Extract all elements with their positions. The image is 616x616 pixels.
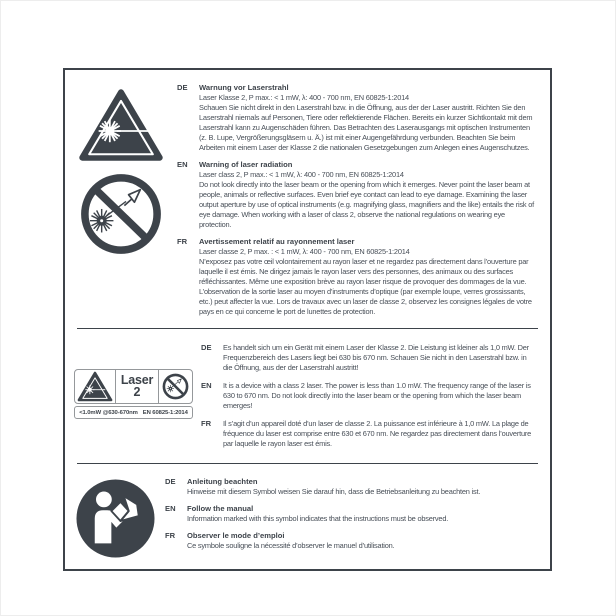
label-class-number: 2	[133, 385, 141, 399]
label-column	[65, 343, 201, 419]
laser-class-2-label	[74, 369, 193, 419]
label-class-text	[115, 370, 158, 403]
warning-block-de	[177, 83, 537, 153]
warning-block-fr	[177, 237, 537, 317]
device-block-de	[201, 343, 537, 373]
laser-warning-triangle-icon	[78, 87, 164, 163]
manual-block-de	[165, 477, 537, 497]
device-text-column	[201, 343, 537, 457]
block-heading: Anleitung beachten	[187, 477, 258, 486]
device-block-en	[201, 381, 537, 411]
block-body: Information marked with this symbol indicates that the instructions must be observed.	[187, 514, 449, 523]
read-manual-icon	[74, 477, 157, 560]
warning-block-en	[177, 160, 537, 230]
block-body: Do not look directly into the laser beam or the opening from which it emerges. Never point the laser beam at people, animals or reflective surfaces. Even brief eye contact can lead to eye damage. Examining the laser output aperture by use of optical instruments (e.g. magnifying glass, magnifiers and the like) entails the risk of eye damage. When working with a laser of class 2, observe the national regulations on wearing eye protection.	[199, 180, 535, 229]
label-word-laser: Laser	[120, 373, 154, 387]
lang-code: DE	[201, 343, 212, 352]
label-standard: EN 60825-1:2014	[142, 409, 188, 416]
block-heading: Warning of laser radiation	[199, 160, 293, 169]
lang-code: EN	[201, 381, 212, 390]
label-power-spec: <1.0mW @630-670nm	[79, 409, 138, 416]
block-body: Il s’agit d’un appareil doté d’un laser de classe 2. La puissance est inférieure à 1,0 mW. La plage de fréquence du laser est comprise entre 630 et 670 nm. Ne regardez pas directement dans l’ouverture par laquelle le rayon laser est émis.	[223, 419, 532, 448]
device-block-fr	[201, 419, 537, 449]
block-body: Es handelt sich um ein Gerät mit einem Laser der Klasse 2. Die Leistung ist kleiner als 1,0 mW. Der Frequenzbereich des Lasers liegt bei 630 bis 670 nm. Schauen Sie nicht in den Laserstrahl bzw. in die Öffnung, aus der der Laserstrahl austritt!	[223, 343, 529, 372]
warning-text-column	[177, 83, 537, 324]
lang-code: FR	[165, 531, 176, 540]
label-prohibition-icon	[158, 370, 192, 403]
manual-block-en	[165, 504, 537, 524]
block-heading: Follow the manual	[187, 504, 254, 513]
warning-icons-column	[65, 83, 177, 256]
no-staring-into-beam-icon	[79, 172, 163, 256]
lang-code: DE	[177, 83, 188, 92]
lang-code: FR	[177, 237, 188, 246]
laser-spec-line: Laser classe 2, P max. : < 1 mW, λ: 400 - 700 nm, EN 60825-1:2014	[199, 247, 410, 256]
laser-warning-section	[65, 70, 550, 328]
block-body: N’exposez pas votre œil volontairement au rayon laser et ne regardez pas directement dans l’ouverture par laquelle il est émis. Ne dirigez jamais le rayon laser vers des personnes, des animaux ou des surfaces réfléchissantes. Même une exposition brève au rayon laser risque de provoquer des dommages de la vue. L’observation de la sortie laser au moyen d’instruments d’optique (par exemple loupe, verres grossissants, etc.) peut affecter la vue. Lors de travaux avec un laser de classe 2, observez les consignes légales de votre pays en ce qui concerne le port de lunettes de protection.	[199, 257, 532, 316]
block-body: Hinweise mit diesem Symbol weisen Sie darauf hin, dass die Betriebsanleitung zu beachten ist.	[187, 487, 481, 496]
manual-text-column	[165, 474, 537, 558]
label-warning-triangle-icon	[75, 370, 115, 403]
safety-notice-box	[63, 68, 552, 571]
block-heading: Avertissement relatif au rayonnement laser	[199, 237, 355, 246]
block-heading: Warnung vor Laserstrahl	[199, 83, 289, 92]
label-main-plate	[74, 369, 193, 404]
manual-icon-column	[65, 474, 165, 560]
block-heading: Observer le mode d’emploi	[187, 531, 285, 540]
lang-code: FR	[201, 419, 212, 428]
block-body: Ce symbole souligne la nécessité d’observer le manuel d’utilisation.	[187, 541, 395, 550]
manual-block-fr	[165, 531, 537, 551]
label-spec-bar	[74, 406, 193, 419]
block-body: Schauen Sie nicht direkt in den Laserstrahl bzw. in die Öffnung, aus der der Laser austritt. Richten Sie den Laserstrahl niemals auf Personen, Tiere oder reflektierende Flächen. Bereits ein kurzer Sichtkontakt mit dem Laserstrahl kann zu Augenschäden führen. Das Betrachten des Laserausgangs mit optischen Instrumenten (z. B. Lupe, Vergrößerungsgläsern u. Ä.) ist mit einer Augengefährdung verbunden. Beachten Sie beim Arbeiten mit einem Laser der Klasse 2 die nationalen Gesetzgebungen zum Anlegen eines Augenschutzes.	[199, 103, 533, 152]
manual-notice-section	[65, 464, 550, 569]
lang-code: DE	[165, 477, 176, 486]
laser-spec-line: Laser Klasse 2, P max.: < 1 mW, λ: 400 - 700 nm, EN 60825-1:2014	[199, 93, 409, 102]
device-laser-section	[65, 329, 550, 463]
lang-code: EN	[165, 504, 176, 513]
block-body: It is a device with a class 2 laser. The power is less than 1.0 mW. The frequency range of the laser is 630 to 670 nm. Do not look directly into the laser beam or the opening from which the laser beam emerges!	[223, 381, 531, 410]
laser-spec-line: Laser class 2, P max.: < 1 mW, λ: 400 - 700 nm, EN 60825-1:2014	[199, 170, 404, 179]
lang-code: EN	[177, 160, 188, 169]
